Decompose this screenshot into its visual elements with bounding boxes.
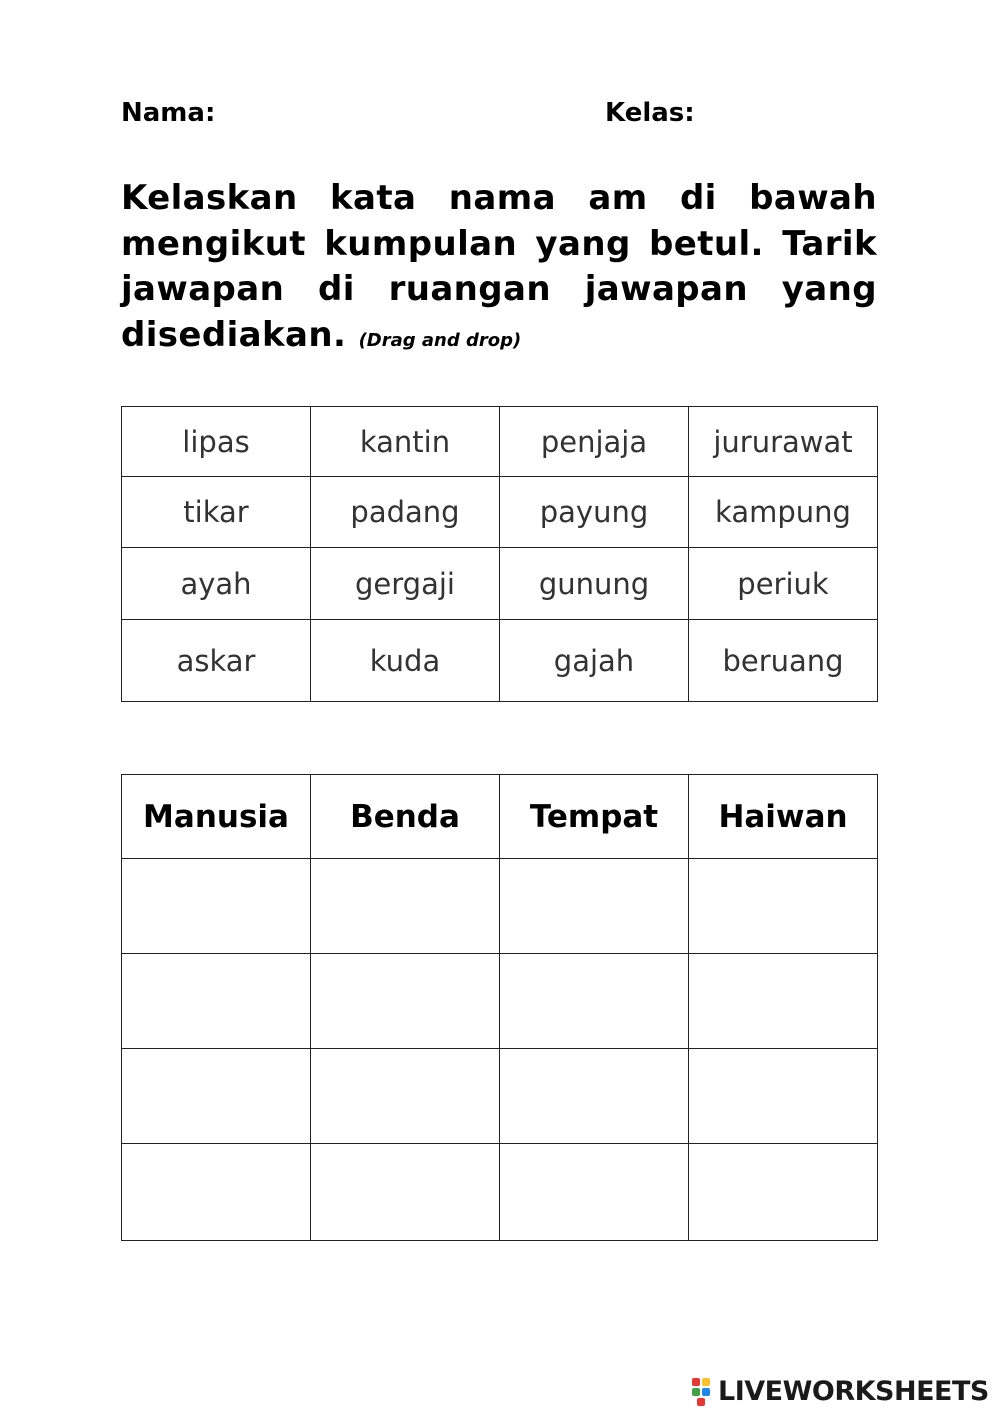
drop-zone[interactable] xyxy=(122,1144,311,1241)
column-header-haiwan: Haiwan xyxy=(689,775,878,859)
liveworksheets-logo xyxy=(692,1374,992,1408)
answer-row xyxy=(122,859,878,954)
word-card[interactable]: gajah xyxy=(500,620,689,702)
word-card[interactable]: periuk xyxy=(689,548,878,620)
answer-row xyxy=(122,954,878,1049)
instruction-text: Kelaskan kata nama am di bawah mengikut kumpulan yang betul. Tarik jawapan di ruangan jawapan yang disediakan. xyxy=(121,178,877,355)
drop-zone[interactable] xyxy=(500,1049,689,1144)
drop-zone[interactable] xyxy=(311,1144,500,1241)
drop-zone[interactable] xyxy=(689,1049,878,1144)
class-label: Kelas: xyxy=(605,98,695,128)
word-card[interactable]: askar xyxy=(122,620,311,702)
word-card[interactable]: penjaja xyxy=(500,407,689,477)
word-card[interactable]: kantin xyxy=(311,407,500,477)
word-bank-table xyxy=(121,406,878,702)
logo-blocks-icon xyxy=(692,1376,714,1406)
drop-zone[interactable] xyxy=(689,954,878,1049)
drop-zone[interactable] xyxy=(311,954,500,1049)
drop-zone[interactable] xyxy=(500,859,689,954)
word-card[interactable]: gunung xyxy=(500,548,689,620)
drop-zone[interactable] xyxy=(500,1144,689,1241)
drop-zone[interactable] xyxy=(500,954,689,1049)
word-card[interactable]: lipas xyxy=(122,407,311,477)
word-card[interactable]: beruang xyxy=(689,620,878,702)
name-label: Nama: xyxy=(121,98,216,128)
word-card[interactable]: jururawat xyxy=(689,407,878,477)
drop-zone[interactable] xyxy=(122,859,311,954)
answer-table xyxy=(121,774,878,1241)
answer-row xyxy=(122,1049,878,1144)
word-card[interactable]: tikar xyxy=(122,477,311,548)
word-card[interactable]: gergaji xyxy=(311,548,500,620)
instruction-hint: (Drag and drop) xyxy=(358,329,522,351)
word-card[interactable]: padang xyxy=(311,477,500,548)
drop-zone[interactable] xyxy=(122,954,311,1049)
column-header-benda: Benda xyxy=(311,775,500,859)
column-header-tempat: Tempat xyxy=(500,775,689,859)
word-card[interactable]: ayah xyxy=(122,548,311,620)
word-bank-row xyxy=(122,620,878,702)
answer-header-row xyxy=(122,775,878,859)
answer-row xyxy=(122,1144,878,1241)
column-header-manusia: Manusia xyxy=(122,775,311,859)
drop-zone[interactable] xyxy=(122,1049,311,1144)
word-card[interactable]: payung xyxy=(500,477,689,548)
word-card[interactable]: kuda xyxy=(311,620,500,702)
word-card[interactable]: kampung xyxy=(689,477,878,548)
instruction xyxy=(121,176,877,363)
drop-zone[interactable] xyxy=(689,859,878,954)
word-bank-row xyxy=(122,548,878,620)
drop-zone[interactable] xyxy=(311,859,500,954)
word-bank-row xyxy=(122,477,878,548)
drop-zone[interactable] xyxy=(689,1144,878,1241)
logo-text: LIVEWORKSHEETS xyxy=(718,1375,989,1407)
drop-zone[interactable] xyxy=(311,1049,500,1144)
word-bank-row xyxy=(122,407,878,477)
